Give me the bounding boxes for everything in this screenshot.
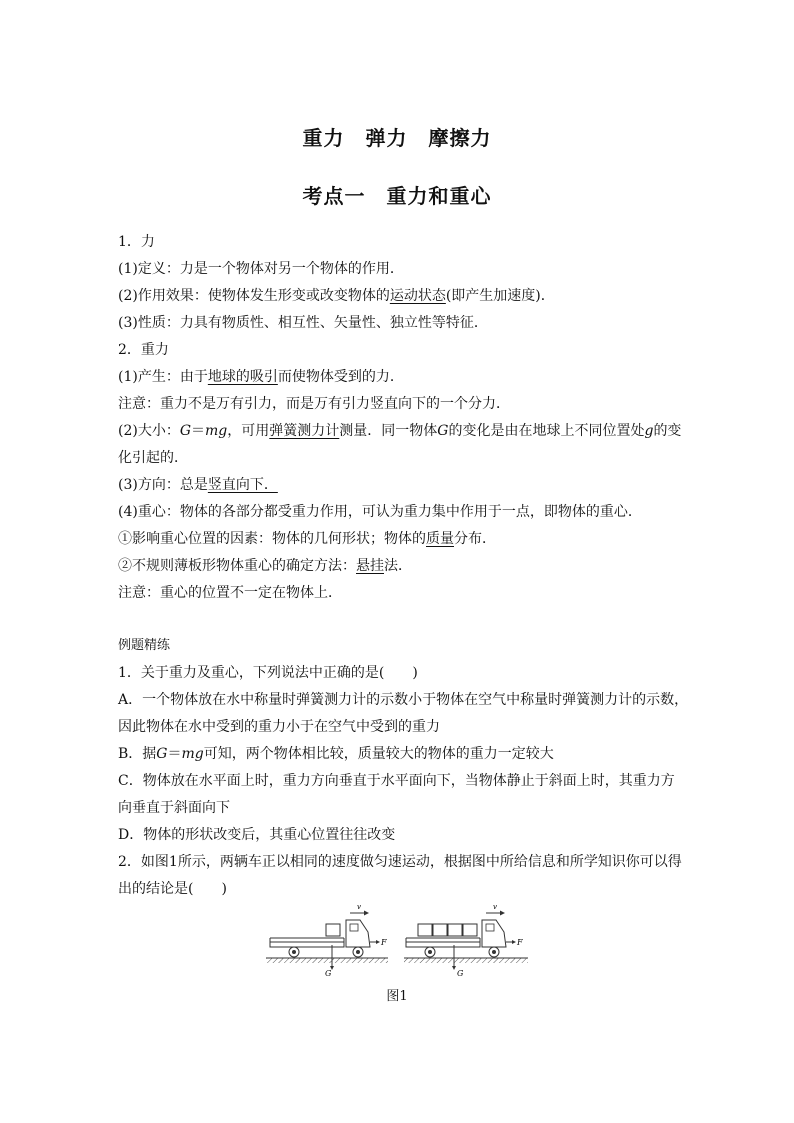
option-a-line-1: A．一个物体放在水中称量时弹簧测力计的示数小于物体在空气中称量时弹簧测力计的示数，: [118, 692, 689, 708]
formula-symbol: mg: [181, 746, 204, 762]
underlined-term: 运动状态: [389, 288, 446, 304]
text: (1)产生：由于: [118, 369, 208, 385]
underlined-term: 悬挂: [356, 558, 384, 574]
ground: [266, 958, 388, 963]
label-g: G: [457, 969, 464, 978]
label-v: v: [493, 903, 497, 911]
cog-factors: [118, 529, 688, 549]
figure-caption: 图1: [386, 989, 408, 1004]
text: ＝: [191, 423, 206, 439]
text: (2)作用效果：使物体发生形变或改变物体的: [118, 288, 390, 304]
section-title: 考点一 重力和重心: [302, 184, 492, 208]
page-title: 重力 弹力 摩擦力: [302, 126, 492, 150]
force-definition: (1)定义：力是一个物体对另一个物体的作用．: [118, 261, 404, 277]
gravity-note-2: 注意：重心的位置不一定在物体上．: [118, 585, 342, 601]
truck-right: [404, 903, 528, 978]
ground: [404, 958, 528, 963]
option-d: D．物体的形状改变后，其重心位置往往改变: [118, 827, 396, 843]
option-c-line-2: 向垂直于斜面向下: [118, 800, 230, 816]
truck-bed: [406, 942, 480, 947]
text: (2)大小：: [118, 423, 180, 439]
force-effect: [118, 286, 688, 306]
label-f: F: [517, 938, 523, 947]
text: ①影响重心位置的因素：物体的几何形状；物体的: [118, 531, 426, 547]
text: ＝: [167, 746, 182, 762]
question-2-line-1: 2．如图1所示，两辆车正以相同的速度做匀速运动，根据图中所给信息和所学知识你可以得: [118, 854, 682, 870]
text: 分布．: [454, 531, 496, 547]
cargo-box: [326, 924, 340, 936]
label-f: F: [381, 938, 387, 947]
text: 可知，两个物体相比较，质量较大的物体的重力一定较大: [203, 746, 554, 762]
underlined-term: 地球的吸引: [207, 369, 278, 385]
text: (3)方向：总是: [118, 477, 208, 493]
formula-symbol: G: [179, 423, 192, 439]
cargo-box: [418, 924, 432, 936]
text: B．据: [118, 746, 157, 762]
text: (即产生加速度)．: [445, 288, 555, 304]
gravity-direction: [118, 475, 688, 495]
force-property: (3)性质：力具有物质性、相互性、矢量性、独立性等特征．: [118, 315, 488, 331]
cargo-box: [433, 924, 447, 936]
cargo-box: [448, 924, 462, 936]
text: ，可用: [227, 423, 270, 439]
center-of-gravity: (4)重心：物体的各部分都受重力作用，可认为重力集中作用于一点，即物体的重心．: [118, 504, 642, 520]
underlined-term: 弹簧测力计: [269, 423, 340, 439]
underlined-term: 质量: [426, 531, 454, 547]
formula-symbol: g: [644, 423, 654, 439]
text: 测量．同一物体: [339, 423, 438, 439]
heading-force: 1．力: [118, 234, 155, 250]
text: 的变: [653, 423, 682, 439]
gravity-note-1: 注意：重力不是万有引力，而是万有引力竖直向下的一个分力．: [118, 396, 510, 412]
heading-gravity: 2．重力: [118, 342, 169, 358]
formula-symbol: G: [156, 746, 168, 762]
question-1: 1．关于重力及重心，下列说法中正确的是( ): [118, 665, 418, 681]
figure-trucks: [262, 900, 538, 980]
text: 法．: [384, 558, 412, 574]
question-2-line-2: 出的结论是( ): [118, 881, 227, 897]
text: 而使物体受到的力．: [277, 369, 404, 385]
formula-symbol: mg: [205, 423, 228, 439]
option-a-line-2: 因此物体在水中受到的重力小于在空气中受到的重力: [118, 719, 440, 735]
cargo-box: [463, 924, 477, 936]
truck-left: [266, 903, 388, 978]
gravity-origin: [118, 367, 688, 387]
cog-method: [118, 556, 688, 576]
label-g: G: [325, 969, 332, 978]
examples-heading: 例题精练: [118, 638, 171, 653]
option-c-line-1: C．物体放在水平面上时，重力方向垂直于水平面向下，当物体静止于斜面上时，其重力方: [118, 773, 675, 789]
formula-symbol: G: [437, 423, 449, 439]
text: ②不规则薄板形物体重心的确定方法：: [118, 558, 356, 574]
gravity-size-continued: 化引起的．: [118, 450, 188, 466]
label-v: v: [357, 903, 361, 911]
truck-bed: [270, 942, 344, 947]
option-b: [118, 744, 688, 764]
text: 的变化是由在地球上不同位置处: [448, 423, 645, 439]
underlined-term: 竖直向下．: [207, 477, 278, 493]
gravity-size: [118, 421, 688, 441]
